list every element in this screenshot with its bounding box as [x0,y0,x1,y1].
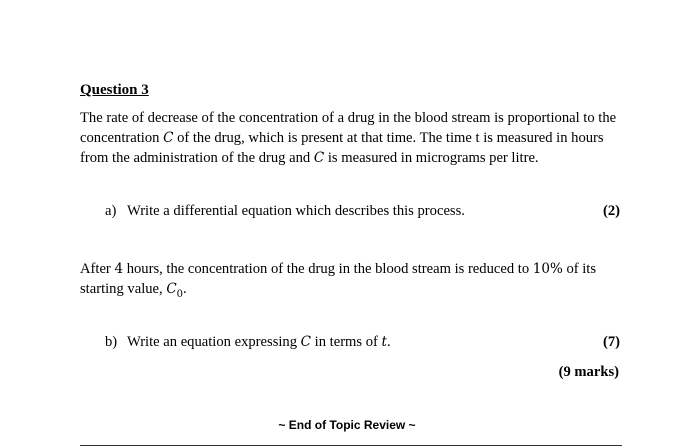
given-text-3: of its starting value, [80,261,597,297]
given-hours: 4 [114,261,124,277]
variable-c: C [163,130,174,146]
variable-c: C [300,334,312,350]
given-text-4: . [183,281,187,297]
variable-c0-subscript: 0 [176,288,184,300]
part-a-marks: (2) [602,203,620,219]
intro-text-1: The rate of decrease of the concentration of a drug in the blood stream is proportional to the concentration [80,110,617,146]
intro-paragraph [80,108,625,168]
intro-text-2: of the drug, which is present at that time. The time t is measured in hours from the administration of the drug and [80,130,604,166]
part-b-text-3: . [386,334,391,350]
part-b-text-1: Write an equation expressing [127,334,301,350]
question-heading: Question 3 [80,82,149,98]
variable-t: t [381,334,387,350]
intro-text-3: is measured in micrograms per litre. [324,150,539,166]
part-b-label: b) [105,334,118,350]
end-of-topic-review: ~ End of Topic Review ~ [278,418,416,432]
footer-divider [80,445,622,446]
part-b [105,332,620,352]
given-percent: 10% [532,261,563,277]
part-a-label: a) [105,203,117,219]
given-paragraph [80,259,620,305]
part-a [105,201,620,221]
variable-c: C [313,150,325,166]
part-a-text: Write a differential equation which describes this process. [127,203,465,219]
part-b-marks: (7) [602,334,620,350]
total-marks: (9 marks) [558,364,619,380]
variable-c0: C [166,281,177,297]
given-text-2: hours, the concentration of the drug in the blood stream is reduced to [123,261,533,277]
part-b-text-2: in terms of [311,334,382,350]
given-text-1: After [80,261,115,277]
